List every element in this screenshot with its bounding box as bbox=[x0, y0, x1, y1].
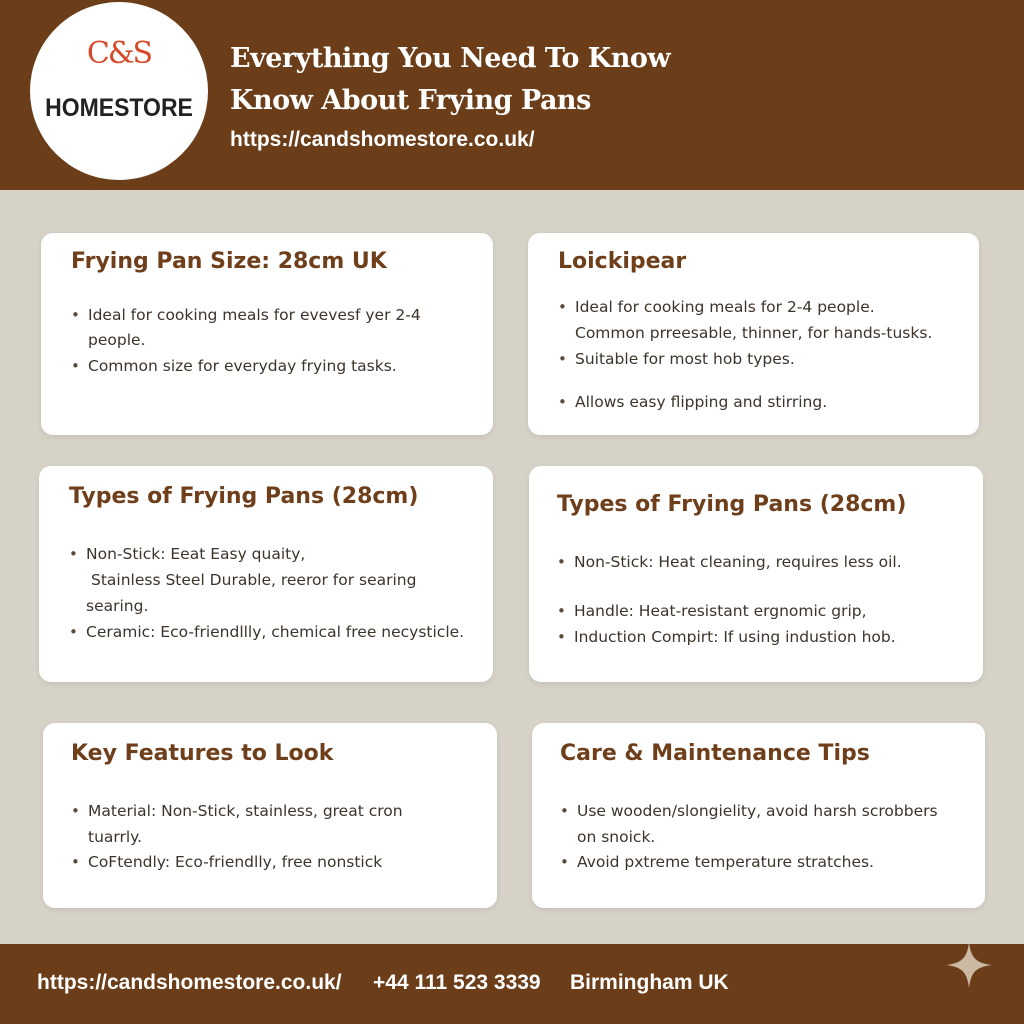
logo-mark: C&S bbox=[86, 36, 152, 71]
list-item: • Ideal for cooking meals for 2-4 people. bbox=[558, 298, 875, 316]
list-item: • Handle: Heat-resistant ergnomic grip, bbox=[557, 602, 867, 620]
list-item: • Use wooden/slongielity, avoid harsh scrobbers bbox=[560, 802, 938, 820]
logo-name: HOMESTORE bbox=[45, 94, 193, 122]
footer-bar bbox=[0, 944, 1024, 1024]
list-item: • Suitable for most hob types. bbox=[558, 350, 795, 368]
card-pan-size bbox=[41, 233, 493, 435]
logo[interactable] bbox=[30, 2, 208, 180]
card-title: Loickipear bbox=[558, 249, 687, 274]
footer-phone[interactable]: +44 111 523 3339 bbox=[373, 971, 541, 994]
list-item: • Avoid pxtreme temperature stratches. bbox=[560, 853, 874, 871]
header-banner bbox=[0, 0, 1024, 190]
list-item: searing. bbox=[86, 597, 149, 615]
footer-location: Birmingham UK bbox=[570, 971, 729, 994]
card-types-left bbox=[39, 466, 493, 682]
footer-url-link[interactable]: https://candshomestore.co.uk/ bbox=[37, 971, 342, 994]
card-title: Care & Maintenance Tips bbox=[560, 741, 870, 766]
list-item: people. bbox=[88, 331, 146, 349]
card-care-tips bbox=[532, 723, 985, 908]
page-title bbox=[230, 38, 830, 122]
card-lockipear bbox=[528, 233, 979, 435]
list-item: • Induction Compirt: If using industion hob. bbox=[557, 628, 896, 646]
list-item: • Ceramic: Eco-friendllly, chemical free necysticle. bbox=[69, 623, 465, 641]
list-item: • Non-Stick: Eeat Easy quaity, bbox=[69, 545, 306, 563]
list-item: Stainless Steel Durable, reeror for searing bbox=[91, 571, 417, 589]
list-item: • Common size for everyday frying tasks. bbox=[71, 357, 397, 375]
list-item: Common prreesable, thinner, for hands-tusks. bbox=[575, 324, 933, 342]
sparkle-icon bbox=[944, 940, 994, 990]
card-title: Types of Frying Pans (28cm) bbox=[557, 492, 907, 517]
list-item: • CoFtendly: Eco-friendlly, free nonstick bbox=[71, 853, 383, 871]
list-item: tuarrly. bbox=[88, 828, 143, 846]
list-item: • Ideal for cooking meals for evevesf yer 2-4 bbox=[71, 306, 421, 324]
card-title: Frying Pan Size: 28cm UK bbox=[71, 249, 387, 274]
list-item: • Non-Stick: Heat cleaning, requires less oil. bbox=[557, 553, 902, 571]
title-line-1: Everything You Need To Know bbox=[230, 43, 671, 74]
card-types-right bbox=[529, 466, 983, 682]
card-key-features bbox=[43, 723, 497, 908]
card-title: Key Features to Look bbox=[71, 741, 334, 766]
list-item: • Material: Non-Stick, stainless, great cron bbox=[71, 802, 403, 820]
card-title: Types of Frying Pans (28cm) bbox=[69, 484, 419, 509]
header-url-link[interactable]: https://candshomestore.co.uk/ bbox=[230, 128, 535, 151]
title-line-2: Know About Frying Pans bbox=[230, 85, 591, 116]
list-item: on snoick. bbox=[577, 828, 656, 846]
list-item: • Allows easy flipping and stirring. bbox=[558, 393, 828, 411]
